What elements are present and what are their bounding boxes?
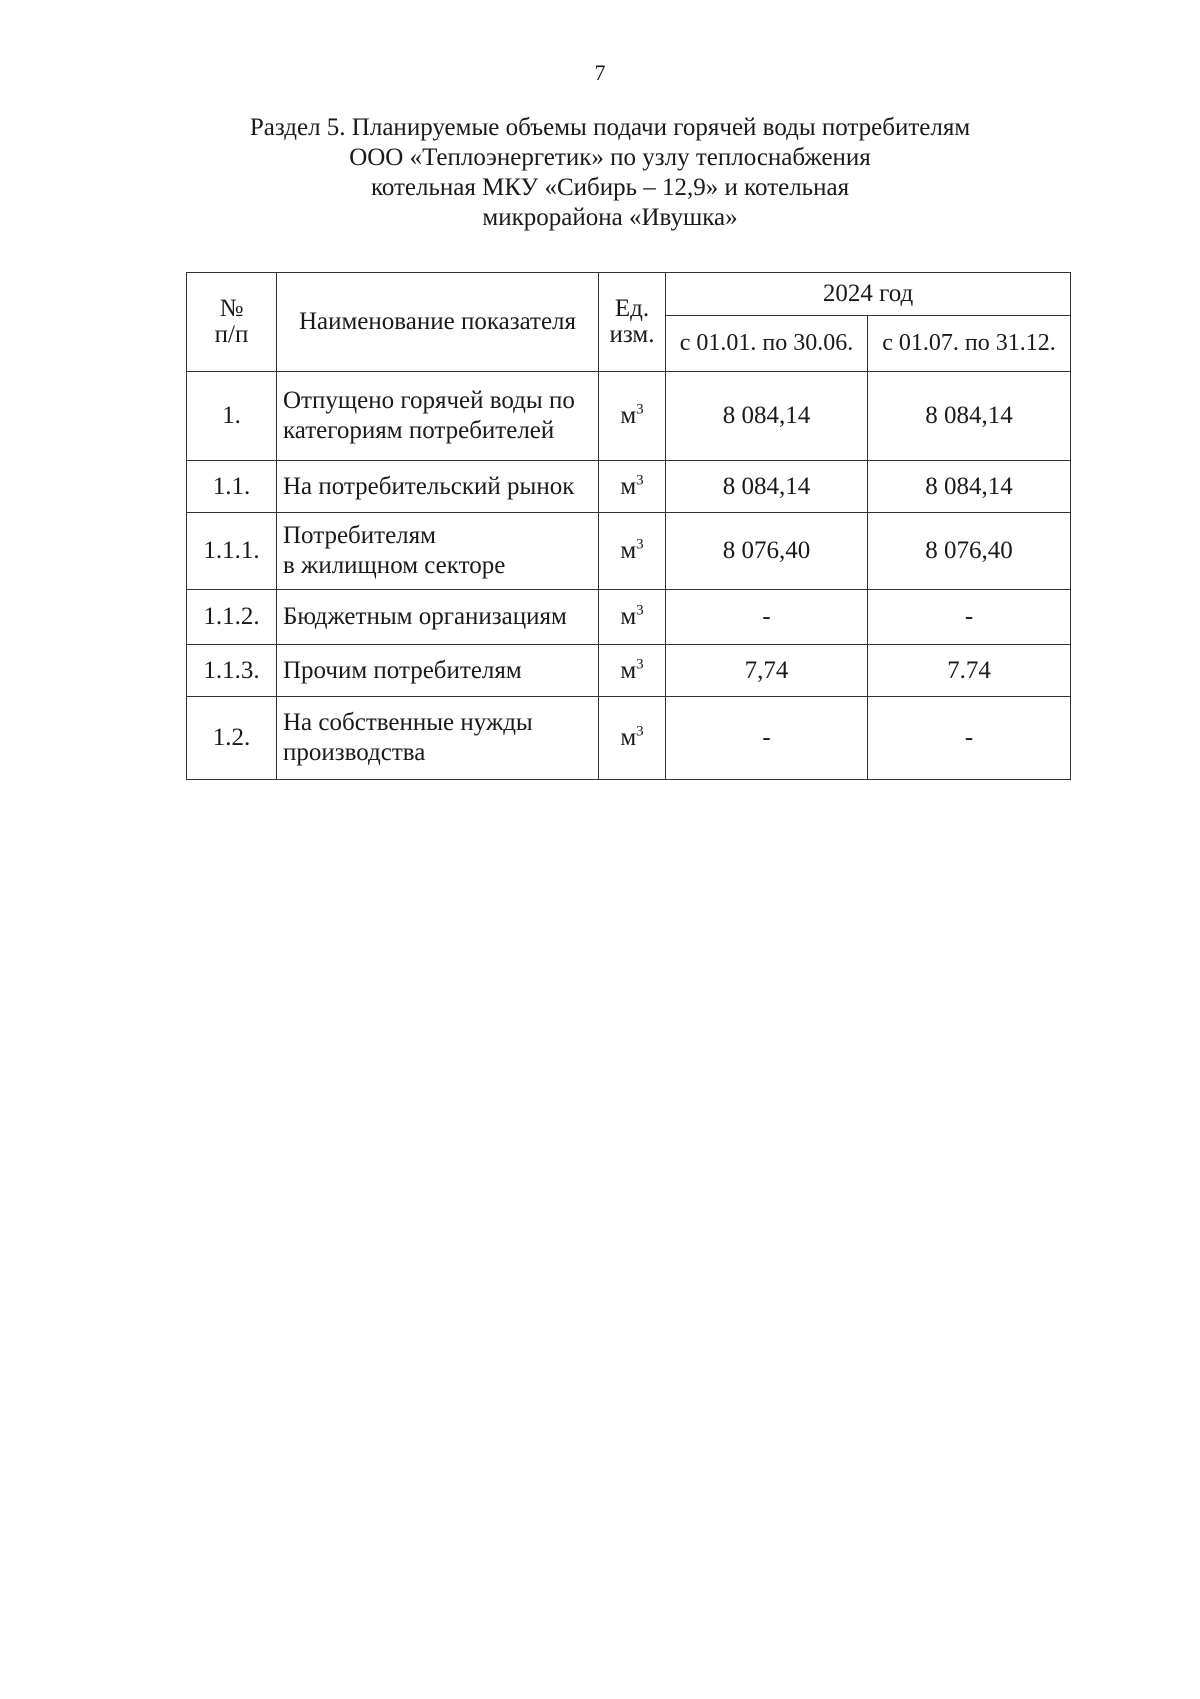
section-title-line: ООО «Теплоэнергетик» по узлу теплоснабжения: [349, 144, 871, 171]
value-first-half: -: [666, 590, 868, 645]
row-number: 1.1.3.: [187, 645, 277, 697]
section-title-line: котельная МКУ «Сибирь – 12,9» и котельная: [370, 174, 850, 201]
header-unit-line2: изм.: [609, 321, 655, 348]
table-row: [187, 590, 1071, 645]
header-period-second-half: с 01.07. по 31.12.: [868, 316, 1071, 372]
value-first-half: 8 076,40: [666, 513, 868, 590]
unit-exponent: 3: [636, 472, 644, 489]
unit-cell: [599, 645, 666, 697]
unit-cell: [599, 461, 666, 513]
indicator-name: [277, 513, 599, 590]
unit-base: м: [620, 472, 637, 500]
table-row: [187, 461, 1071, 513]
row-number: 1.: [187, 372, 277, 461]
row-number: 1.1.1.: [187, 513, 277, 590]
header-period-first-half: с 01.01. по 30.06.: [666, 316, 868, 372]
unit-base: м: [620, 724, 637, 751]
unit-base: м: [620, 656, 637, 684]
indicator-name: На потребительский рынок: [277, 461, 599, 513]
table-row: [187, 372, 1071, 461]
header-row-number: [187, 273, 277, 372]
unit-exponent: 3: [636, 602, 644, 619]
unit-cell: [599, 372, 666, 461]
value-first-half: -: [666, 697, 868, 780]
header-number-abbr: п/п: [214, 321, 249, 348]
unit-cell: [599, 590, 666, 645]
header-year: 2024 год: [666, 273, 1071, 316]
table-row: [187, 645, 1071, 697]
unit-cell: [599, 697, 666, 780]
value-second-half: 8 084,14: [868, 372, 1071, 461]
unit-exponent: 3: [636, 536, 644, 553]
section-title: [200, 113, 1020, 233]
indicator-name-line1: Потребителям: [283, 522, 436, 549]
section-title-line: микрорайона «Ивушка»: [482, 204, 738, 231]
row-number: 1.1.2.: [187, 590, 277, 645]
value-first-half: 8 084,14: [666, 372, 868, 461]
indicator-name-line2: в жилищном секторе: [283, 552, 506, 579]
indicator-name: Отпущено горячей воды по категориям потребителей: [277, 372, 599, 461]
indicator-name: Прочим потребителям: [277, 645, 599, 697]
unit-exponent: 3: [636, 723, 644, 740]
unit-cell: [599, 513, 666, 590]
indicator-name: На собственные нужды производства: [277, 697, 599, 780]
unit-exponent: 3: [636, 401, 644, 418]
unit-base: м: [620, 603, 637, 630]
hot-water-supply-table: [186, 272, 1071, 780]
unit-base: м: [620, 402, 637, 429]
table-row: [187, 697, 1071, 780]
row-number: 1.1.: [187, 461, 277, 513]
header-indicator-name: Наименование показателя: [277, 273, 599, 372]
value-second-half: 8 076,40: [868, 513, 1071, 590]
value-second-half: 8 084,14: [868, 461, 1071, 513]
unit-base: м: [620, 537, 637, 564]
indicator-name: Бюджетным организациям: [277, 590, 599, 645]
value-second-half: -: [868, 590, 1071, 645]
row-number: 1.2.: [187, 697, 277, 780]
section-title-line: Раздел 5. Планируемые объемы подачи горячей воды потребителям: [249, 114, 971, 141]
value-second-half: 7.74: [868, 645, 1071, 697]
value-first-half: 7,74: [666, 645, 868, 697]
unit-exponent: 3: [636, 656, 644, 673]
table-row: [187, 513, 1071, 590]
page-number: 7: [594, 60, 606, 85]
header-number-sign: №: [219, 295, 244, 322]
header-unit-line1: Ед.: [614, 295, 650, 322]
value-first-half: 8 084,14: [666, 461, 868, 513]
header-unit: [599, 273, 666, 372]
value-second-half: -: [868, 697, 1071, 780]
